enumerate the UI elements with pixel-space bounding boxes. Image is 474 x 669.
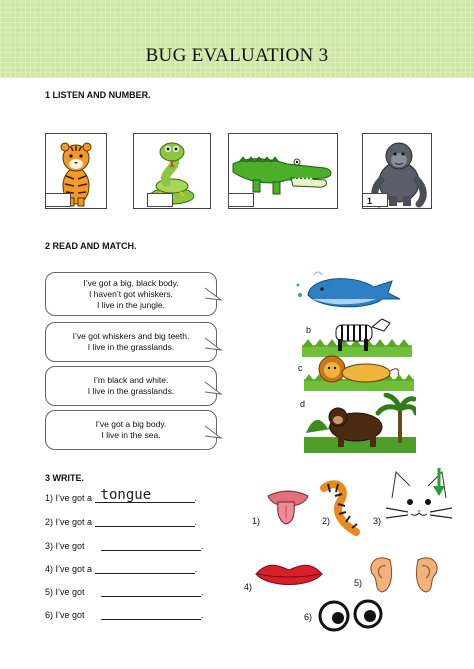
answer-field-5[interactable] [101, 586, 201, 597]
picture-number-3: 3) [373, 516, 382, 526]
speech-bubble-tail [205, 380, 223, 396]
write-prompt-6: 6) I’ve got [45, 610, 85, 620]
ear-icon [412, 554, 444, 596]
write-line-2 [45, 516, 197, 527]
write-line-3 [45, 540, 204, 551]
write-end-3: . [201, 541, 204, 551]
answer-text-1: tongue [100, 487, 152, 503]
write-line-6 [45, 609, 204, 620]
speech-bubble-1 [45, 272, 217, 316]
zebra-icon [302, 317, 412, 357]
write-line-4 [45, 563, 197, 574]
tongue-icon [264, 486, 312, 530]
picture-letter-b: b [306, 325, 312, 335]
write-prompt-2: 2) I’ve got a [45, 517, 93, 527]
write-prompt-1: 1) I’ve got a [45, 493, 93, 503]
write-prompt-5: 5) I’ve got [45, 587, 85, 597]
match-pictures [292, 265, 417, 455]
picture-letter-c: c [298, 363, 303, 373]
bubble-2-line-2: I live in the grasslands. [87, 342, 175, 352]
answer-field-3[interactable] [101, 540, 201, 551]
speech-bubble-tail [205, 286, 223, 302]
write-line-1 [45, 487, 198, 503]
picture-number-5: 5) [354, 578, 363, 588]
speech-bubble-2 [45, 322, 217, 362]
answer-field-2[interactable] [95, 516, 195, 527]
write-end-6: . [201, 610, 204, 620]
bubble-1-line-2: I haven’t got whiskers. [88, 288, 174, 299]
bubble-1-line-3: I live in the jungle. [96, 299, 166, 310]
answer-field-1[interactable] [95, 487, 195, 503]
lion-icon [304, 353, 414, 391]
write-end-2: . [194, 517, 198, 527]
picture-number-6: 6) [304, 612, 313, 622]
answer-field-6[interactable] [101, 609, 201, 620]
section-1-heading: 1 LISTEN AND NUMBER. [45, 90, 151, 100]
write-end-4: . [194, 564, 198, 574]
speech-bubble-4 [45, 410, 217, 450]
lips-icon [254, 556, 324, 592]
bubble-4-line-2: I live in the sea. [101, 430, 161, 440]
picture-number-2: 2) [322, 516, 331, 526]
bubble-3-line-1: I’m black and white. [93, 375, 169, 385]
speech-bubble-tail [205, 424, 223, 440]
picture-number-4: 4) [244, 582, 253, 592]
write-end-5: . [201, 587, 204, 597]
crocodile-number-box[interactable] [228, 193, 254, 207]
write-end-1: . [194, 493, 198, 503]
write-prompt-4: 4) I’ve got a [45, 564, 93, 574]
write-prompt-3: 3) I’ve got [45, 541, 85, 551]
gorilla-jungle-icon [304, 393, 416, 453]
page-header [0, 0, 474, 78]
speech-bubble-3 [45, 366, 217, 406]
bubble-3-line-2: I live in the grasslands. [87, 386, 175, 396]
gorilla-number-box[interactable]: 1 [362, 193, 388, 207]
picture-number-1: 1) [252, 516, 261, 526]
tail-icon [318, 480, 364, 538]
picture-letter-d: d [300, 399, 306, 409]
answer-field-4[interactable] [95, 563, 195, 574]
bubble-4-line-1: I’ve got a big body. [95, 419, 167, 429]
bubble-1-line-1: I’ve got a big, black body. [83, 277, 179, 288]
speech-bubble-tail [205, 336, 223, 352]
arrow-down-icon [432, 468, 446, 498]
whale-icon [292, 265, 417, 315]
page-title: BUG EVALUATION 3 [145, 45, 329, 66]
ears-icon [364, 554, 396, 596]
tiger-number-box[interactable] [45, 193, 71, 207]
write-line-5 [45, 586, 204, 597]
bubble-2-line-1: I’ve got whiskers and big teeth. [72, 331, 190, 341]
snake-number-box[interactable] [147, 193, 173, 207]
section-3-heading: 3 WRITE. [45, 473, 85, 483]
section-2-heading: 2 READ AND MATCH. [45, 241, 137, 251]
eyes-icon [318, 598, 384, 634]
